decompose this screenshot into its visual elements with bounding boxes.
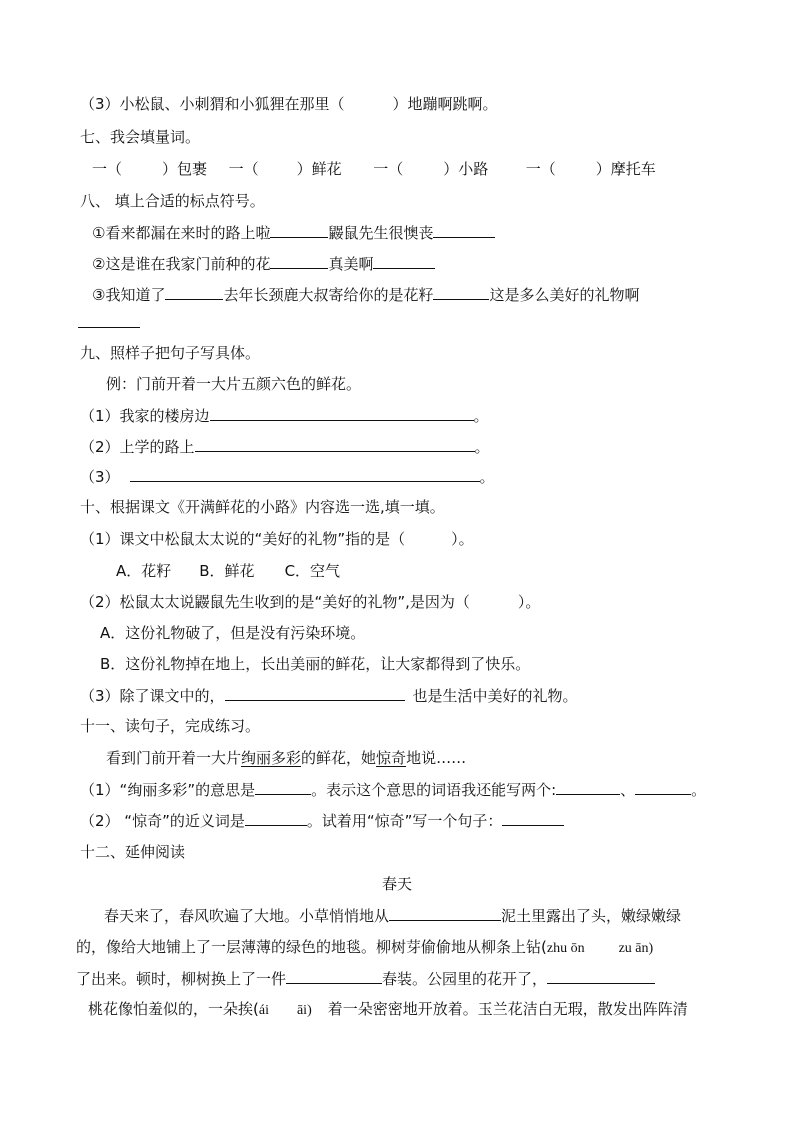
punctuation-blank[interactable] (78, 312, 140, 328)
sentence-text: ③我知道了 (92, 286, 166, 304)
question-text: （3）除了课文中的， (80, 687, 225, 705)
item-text: ）摩托车 (595, 160, 656, 178)
section-10-q3 (80, 685, 578, 705)
question-text: ）。 (517, 593, 541, 611)
question-text: （1）课文中松鼠太太说的“美好的礼物”指的是（ (80, 530, 406, 548)
sentence-text: 这是多么美好的礼物啊 (489, 286, 640, 304)
punctuation-blank[interactable] (165, 284, 223, 300)
period: 。 (473, 407, 489, 425)
reading-paragraph-line-3 (76, 968, 655, 988)
punctuation-blank[interactable] (373, 253, 435, 269)
sentence-text: 的鲜花，她 (301, 749, 377, 767)
punctuation-blank[interactable] (270, 222, 328, 238)
section-10-heading: 十、根据课文《开满鲜花的小路》内容选一选,填一填。 (80, 498, 445, 516)
reading-text: 泥土里露出了头，嫩绿嫩绿 (501, 907, 682, 925)
section-10-q2 (80, 592, 540, 612)
question-text: 。 (691, 781, 707, 799)
question-6-3 (80, 94, 498, 114)
reading-text: 着一朵密密地开放着。玉兰花洁白无瑕，散发出阵阵清 (327, 1000, 688, 1018)
question-text: 也是生活中美好的礼物。 (412, 687, 578, 705)
section-10-q1-options (116, 561, 340, 581)
section-9-item-2 (80, 436, 490, 456)
section-11-q2 (80, 810, 564, 830)
question-text: ）地蹦啊跳啊。 (392, 95, 498, 113)
answer-line[interactable] (389, 905, 501, 921)
pinyin-option[interactable]: ái (258, 1003, 269, 1018)
sentence-text: 去年长颈鹿大叔寄给你的是花籽 (223, 286, 434, 304)
section-9-example: 例：门前开着一大片五颜六色的鲜花。 (106, 375, 362, 393)
answer-line[interactable] (556, 779, 620, 795)
sentence-text: 看到门前开着一大片 (106, 749, 242, 767)
item-text: 一（ (92, 160, 123, 178)
item-text: 一（ (228, 160, 259, 178)
answer-line[interactable] (245, 810, 307, 826)
underlined-word: 绚丽多彩 (241, 749, 302, 767)
question-text: （3）小松鼠、小刺猬和小狐狸在那里（ (80, 95, 345, 113)
reading-text: 了出来。顿时，柳树换上了一件 (76, 970, 287, 988)
item-label: （3） (80, 468, 120, 486)
section-11-sentence (106, 748, 466, 768)
section-12-heading: 十二、延伸阅读 (80, 843, 186, 861)
sentence-text: 鼹鼠先生很懊丧 (328, 224, 434, 242)
item-text: 一（ (373, 160, 404, 178)
option-b[interactable]: B．鲜花 (199, 562, 255, 580)
section-8-line-3-end (78, 312, 140, 332)
answer-line[interactable] (225, 685, 405, 701)
section-7-items (92, 159, 656, 179)
answer-line[interactable] (210, 405, 474, 421)
item-text: ）小路 (443, 160, 489, 178)
answer-line[interactable] (130, 466, 480, 482)
pinyin-option[interactable]: āi) (296, 1003, 312, 1018)
question-text: 。试着用“惊奇”写一个句子： (306, 812, 503, 830)
sentence-text: 地说…… (406, 749, 467, 767)
reading-paragraph-line-1 (104, 905, 681, 925)
item-text: 一（ (525, 160, 556, 178)
reading-text: 桃花像怕羞似的，一朵挨( (88, 1000, 259, 1018)
sentence-text: ②这是谁在我家门前种的花 (92, 255, 271, 273)
item-text: ）鲜花 (296, 160, 342, 178)
section-11-heading: 十一、读句子，完成练习。 (80, 717, 261, 735)
answer-line[interactable] (502, 810, 564, 826)
question-text: （2）松鼠太太说鼹鼠先生收到的是“美好的礼物”,是因为（ (80, 593, 470, 611)
section-11-q1 (80, 779, 706, 799)
answer-line[interactable] (255, 779, 311, 795)
section-9-heading: 九、照样子把句子写具体。 (80, 344, 261, 362)
period: 。 (474, 438, 490, 456)
item-label: （2）上学的路上 (80, 438, 195, 456)
answer-line[interactable] (547, 968, 655, 984)
section-10-q2-option-b[interactable]: B．这份礼物掉在地上，长出美丽的鲜花，让大家都得到了快乐。 (100, 655, 531, 673)
reading-text: 春装。公园里的花开了， (382, 970, 548, 988)
option-c[interactable]: C．空气 (284, 562, 341, 580)
punctuation-blank[interactable] (433, 284, 489, 300)
section-10-q2-option-a[interactable]: A．这份礼物破了，但是没有污染环境。 (100, 624, 366, 642)
option-a[interactable]: A．花籽 (116, 562, 172, 580)
section-7-heading: 七、我会填量词。 (80, 128, 201, 146)
underlined-word: 惊奇 (376, 749, 407, 767)
punctuation-blank[interactable] (433, 222, 495, 238)
reading-text: 春天来了，春风吹遍了大地。小草悄悄地从 (104, 907, 390, 925)
section-9-item-1 (80, 405, 489, 425)
pinyin-option[interactable]: zhu ōn (546, 941, 585, 956)
question-text: （2） “惊奇”的近义词是 (80, 812, 245, 830)
question-text: 、 (620, 781, 636, 799)
answer-line[interactable] (195, 436, 475, 452)
item-text: ）包裹 (162, 160, 208, 178)
item-label: （1）我家的楼房边 (80, 407, 210, 425)
answer-line[interactable] (635, 779, 691, 795)
pinyin-option[interactable]: zu ān) (618, 941, 654, 956)
punctuation-blank[interactable] (270, 253, 328, 269)
question-text: ）。 (451, 530, 474, 548)
reading-paragraph-line-4 (88, 999, 688, 1019)
section-8-heading: 八、 填上合适的标点符号。 (80, 192, 265, 210)
section-8-line-1 (92, 222, 495, 242)
reading-text: 的，像给大地铺上了一层薄薄的绿色的地毯。柳树芽偷偷地从柳条上钻( (76, 938, 547, 956)
section-8-line-2 (92, 253, 435, 273)
section-8-line-3 (92, 284, 639, 304)
answer-line[interactable] (286, 968, 382, 984)
reading-paragraph-line-2 (76, 937, 653, 957)
period: 。 (479, 468, 495, 486)
section-9-item-3 (80, 466, 495, 486)
question-text: （1）“绚丽多彩”的意思是 (80, 781, 256, 799)
sentence-text: ①看来都漏在来时的路上啦 (92, 224, 271, 242)
section-10-q1 (80, 529, 474, 549)
reading-title: 春天 (381, 875, 412, 893)
question-text: 。表示这个意思的词语我还能写两个: (311, 781, 557, 799)
sentence-text: 真美啊 (328, 255, 374, 273)
